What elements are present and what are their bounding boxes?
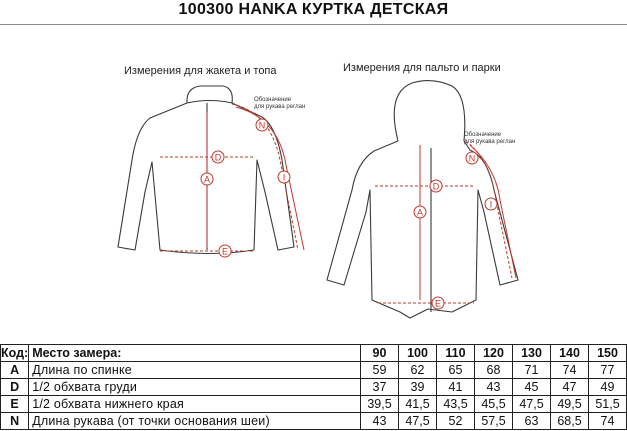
row-value: 49 — [589, 379, 627, 396]
size-table-header-row — [1, 345, 627, 362]
row-value: 41,5 — [399, 396, 437, 413]
measurement-diagram — [0, 25, 627, 345]
row-label: Длина рукава (от точки основания шеи) — [29, 413, 361, 430]
jacket-marker-i — [278, 171, 290, 183]
parka-markers — [414, 152, 497, 309]
row-value: 47,5 — [513, 396, 551, 413]
parka-marker-a — [414, 206, 426, 218]
jacket-raglan-note-line2: для рукава реглан — [254, 104, 306, 110]
row-value: 45 — [513, 379, 551, 396]
row-value: 49,5 — [551, 396, 589, 413]
size-header: 110 — [437, 345, 475, 362]
jacket-marker-n — [256, 119, 268, 131]
parka-raglan-note-line2: для рукава реглан — [464, 139, 516, 145]
row-value: 52 — [437, 413, 475, 430]
table-row — [1, 379, 627, 396]
size-header: 140 — [551, 345, 589, 362]
row-value: 39 — [399, 379, 437, 396]
row-value: 37 — [361, 379, 399, 396]
parka-marker-a-label: A — [416, 207, 424, 218]
jacket-sleeve-line-2 — [236, 107, 304, 250]
table-row — [1, 413, 627, 430]
parka-marker-e — [432, 297, 444, 309]
parka-hood — [394, 81, 465, 141]
jacket-marker-e-label: E — [221, 246, 229, 257]
parka-marker-n — [466, 152, 478, 164]
row-value: 41 — [437, 379, 475, 396]
size-header: 100 — [399, 345, 437, 362]
row-value: 43,5 — [437, 396, 475, 413]
size-header: 130 — [513, 345, 551, 362]
row-value: 71 — [513, 362, 551, 379]
row-value: 39,5 — [361, 396, 399, 413]
row-value: 63 — [513, 413, 551, 430]
row-value: 62 — [399, 362, 437, 379]
row-value: 51,5 — [589, 396, 627, 413]
row-value: 68 — [475, 362, 513, 379]
row-value: 47,5 — [399, 413, 437, 430]
parka-marker-i-label: I — [489, 199, 493, 210]
size-header: 90 — [361, 345, 399, 362]
table-row — [1, 362, 627, 379]
jacket-marker-e — [219, 245, 231, 257]
jacket-marker-d — [212, 151, 224, 163]
row-code: E — [1, 396, 29, 413]
row-label: 1/2 обхвата нижнего края — [29, 396, 361, 413]
row-value: 45,5 — [475, 396, 513, 413]
row-value: 59 — [361, 362, 399, 379]
row-code: A — [1, 362, 29, 379]
parka-caption: Измерения для пальто и парки — [343, 62, 501, 74]
table-row — [1, 396, 627, 413]
size-header: 150 — [589, 345, 627, 362]
jacket-caption: Измерения для жакета и топа — [124, 65, 277, 77]
row-value: 74 — [551, 362, 589, 379]
document-title: 100300 HANKA КУРТКА ДЕТСКАЯ — [178, 1, 449, 18]
parka-raglan-note-line1: Обозначение — [464, 132, 502, 138]
jacket-marker-n-label: N — [258, 120, 266, 131]
parka-marker-d-label: D — [432, 181, 440, 192]
size-header: 120 — [475, 345, 513, 362]
row-label: 1/2 обхвата груди — [29, 379, 361, 396]
parka-measure-lines — [375, 141, 516, 303]
row-label: Длина по спинке — [29, 362, 361, 379]
jacket-marker-a-label: A — [203, 174, 211, 185]
row-value: 43 — [361, 413, 399, 430]
jacket-raglan-note-line1: Обозначение — [254, 97, 292, 103]
jacket-marker-a — [201, 173, 213, 185]
parka-marker-n-label: N — [468, 153, 476, 164]
size-table — [0, 344, 627, 430]
row-value: 57,5 — [475, 413, 513, 430]
jacket-marker-i-label: I — [282, 172, 286, 183]
jacket-collar — [187, 86, 232, 103]
row-value: 47 — [551, 379, 589, 396]
jacket-marker-d-label: D — [214, 152, 222, 163]
row-code: N — [1, 413, 29, 430]
row-value: 65 — [437, 362, 475, 379]
row-value: 77 — [589, 362, 627, 379]
parka-marker-d — [430, 180, 442, 192]
parka-marker-e-label: E — [434, 298, 442, 309]
row-value: 68,5 — [551, 413, 589, 430]
row-value: 43 — [475, 379, 513, 396]
row-value: 74 — [589, 413, 627, 430]
place-header: Место замера: — [29, 345, 361, 362]
code-header: Код: — [1, 346, 29, 360]
parka-marker-i — [485, 198, 497, 210]
row-code: D — [1, 379, 29, 396]
jacket-outline — [118, 86, 294, 254]
